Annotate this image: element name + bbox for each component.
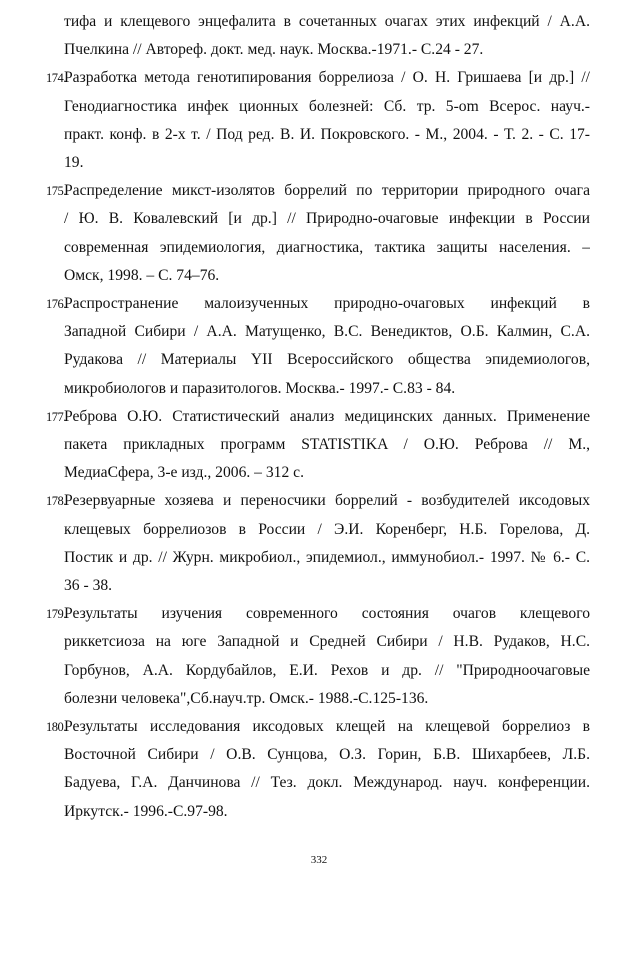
- reference-175: [48, 177, 590, 290]
- text-line: Реброва О.Ю. Статистический анализ медицинских данных. Применение: [64, 407, 590, 425]
- page-number: 332: [310, 854, 328, 866]
- text-line: практ. конф. в 2-х т. / Под ред. В. И. Покровского. - М., 2004. - Т. 2. - С. 17-: [64, 125, 590, 143]
- reference-number: 178.: [46, 494, 66, 509]
- text-line: Западной Сибири / А.А. Матущенко, В.С. Венедиктов, О.Б. Калмин, С.А.: [64, 323, 590, 341]
- text-line: Результаты изучения современного состояния очагов клещевого: [64, 605, 590, 623]
- text-line: Горбунов, А.А. Кордубайлов, Е.И. Рехов и др. // "Природноочаговые: [64, 661, 590, 679]
- text-line: Генодиагностика инфек ционных болезней: Сб. тр. 5-om Всерос. науч.-: [64, 97, 590, 115]
- reference-number: 177.: [46, 409, 66, 424]
- text-line: Иркутск.- 1996.-С.97-98.: [64, 802, 228, 820]
- text-line: Разработка метода генотипирования боррелиоза / О. Н. Гришаева [и др.] //: [64, 69, 590, 87]
- text-line: Рудакова // Материалы YII Всероссийского общества эпидемиологов,: [64, 351, 590, 369]
- text-line: Восточной Сибири / О.В. Сунцова, О.З. Горин, Б.В. Шихарбеев, Л.Б.: [64, 746, 590, 764]
- reference-number: 175.: [46, 184, 66, 199]
- text-line: современная эпидемиология, диагностика, тактика защиты населения. –: [64, 238, 590, 256]
- reference-174: [48, 64, 590, 177]
- text-line: болезни человека",Сб.науч.тр. Омск.- 1988.-С.125-136.: [64, 689, 429, 707]
- text-line: Распределение микст-изолятов боррелий по территории природного очага: [64, 182, 590, 200]
- reference-number: 179.: [46, 607, 66, 622]
- text-line: / Ю. В. Ковалевский [и др.] // Природно-очаговые инфекции в России: [64, 210, 590, 228]
- text-line: Распространение малоизученных природно-очаговых инфекций в: [64, 295, 590, 313]
- reference-180: [48, 713, 590, 826]
- reference-number: 180.: [46, 720, 66, 735]
- text-line: МедиаСфера, 3-е изд., 2006. – 312 с.: [64, 464, 304, 482]
- text-line: 19.: [64, 154, 84, 172]
- reference-177: [48, 403, 590, 488]
- text-line: Омск, 1998. – С. 74–76.: [64, 266, 220, 284]
- reference-178: [48, 487, 590, 600]
- text-line: риккетсиоза на юге Западной и Средней Сибири / Н.В. Рудаков, Н.С.: [64, 633, 590, 651]
- text-line: Бадуева, Г.А. Данчинова // Тез. докл. Международ. науч. конференции.: [64, 774, 590, 792]
- text-line: Пчелкина // Автореф. докт. мед. наук. Москва.-1971.- С.24 - 27.: [64, 41, 484, 59]
- reference-176: [48, 290, 590, 403]
- reference-number: 174.: [46, 71, 66, 86]
- reference-number: 176.: [46, 297, 66, 312]
- text-line: тифа и клещевого энцефалита в сочетанных очагах этих инфекций / А.А.: [64, 13, 590, 30]
- references-list: [48, 8, 590, 826]
- reference-continuation: [48, 8, 590, 64]
- text-line: Результаты исследования иксодовых клещей на клещевой боррелиоз в: [64, 718, 590, 736]
- text-line: микробиологов и паразитологов. Москва.- 1997.- С.83 - 84.: [64, 379, 456, 397]
- text-line: Постик и др. // Журн. микробиол., эпидемиол., иммунобиол.- 1997. № 6.- С.: [64, 548, 590, 566]
- text-line: пакета прикладных программ STATISTIKA / О.Ю. Реброва // М.,: [64, 436, 590, 454]
- reference-179: [48, 600, 590, 713]
- text-line: 36 - 38.: [64, 577, 113, 595]
- text-line: Резервуарные хозяева и переносчики боррелий - возбудителей иксодовых: [64, 492, 590, 510]
- text-line: клещевых боррелиозов в России / Э.И. Коренберг, Н.Б. Горелова, Д.: [64, 520, 590, 538]
